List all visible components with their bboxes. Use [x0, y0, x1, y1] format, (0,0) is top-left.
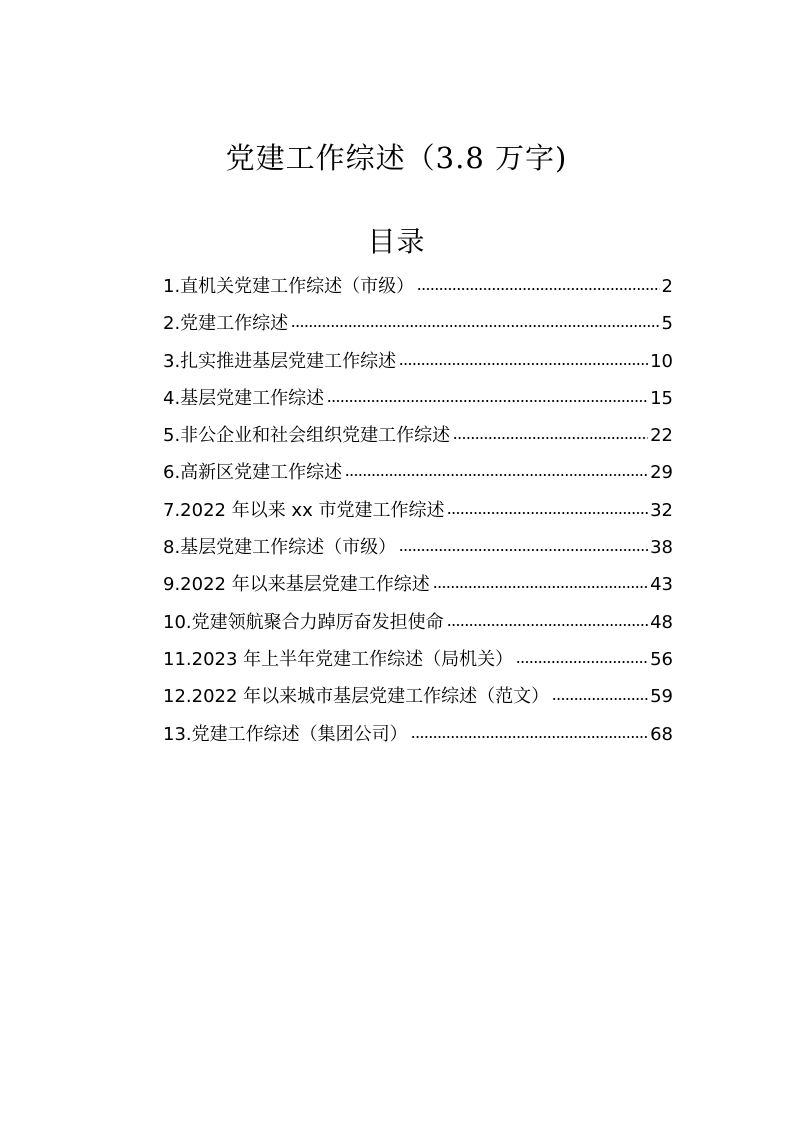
dot-leader: [411, 736, 648, 738]
toc-entry-2[interactable]: [163, 305, 673, 342]
toc-entry-page: 48: [650, 611, 673, 633]
toc-entry-title: 12.2022 年以来城市基层党建工作综述（范文）: [163, 686, 550, 708]
toc-entry-title: 13.党建工作综述（集团公司）: [163, 723, 408, 745]
toc-entry-page: 22: [650, 425, 673, 447]
toc-entry-3[interactable]: [163, 343, 673, 380]
toc-entry-4[interactable]: [163, 380, 673, 417]
toc-entry-page: 68: [650, 723, 673, 745]
toc-entry-page: 38: [650, 537, 673, 559]
dot-leader: [447, 624, 648, 626]
toc-entry-title: 10.党建领航聚合力踔厉奋发担使命: [163, 611, 444, 633]
dot-leader: [516, 661, 648, 663]
toc-entry-page: 32: [650, 499, 673, 521]
toc-entry-title: 5.非公企业和社会组织党建工作综述: [163, 425, 451, 447]
dot-leader: [447, 512, 648, 514]
toc-entry-page: 59: [650, 686, 673, 708]
toc-entry-7[interactable]: [163, 492, 673, 529]
toc-entry-title: 3.扎实推进基层党建工作综述: [163, 350, 397, 372]
toc-entry-page: 29: [650, 462, 673, 484]
dot-leader: [433, 586, 648, 588]
toc-entry-title: 2.党建工作综述: [163, 313, 289, 335]
toc-entry-5[interactable]: [163, 417, 673, 454]
dot-leader: [417, 288, 659, 290]
toc-entry-page: 2: [661, 276, 673, 297]
toc-entry-title: 11.2023 年上半年党建工作综述（局机关）: [163, 648, 514, 670]
dot-leader: [327, 400, 648, 402]
dot-leader: [399, 363, 648, 365]
toc-entry-title: 7.2022 年以来 xx 市党建工作综述: [163, 499, 445, 521]
toc-entry-page: 10: [650, 350, 673, 372]
toc-entry-page: 15: [650, 387, 673, 409]
toc-entry-10[interactable]: [163, 604, 673, 641]
toc-entry-6[interactable]: [163, 454, 673, 491]
toc-entry-13[interactable]: [163, 716, 673, 753]
toc-entry-title: 1.直机关党建工作综述（市级）: [163, 276, 415, 297]
table-of-contents: [163, 268, 673, 753]
toc-entry-8[interactable]: [163, 529, 673, 566]
toc-entry-title: 9.2022 年以来基层党建工作综述: [163, 574, 430, 596]
dot-leader: [552, 698, 648, 700]
toc-entry-9[interactable]: [163, 566, 673, 603]
dot-leader: [291, 325, 659, 327]
toc-entry-title: 8.基层党建工作综述（市级）: [163, 537, 397, 559]
toc-entry-page: 56: [650, 648, 673, 670]
toc-entry-page: 5: [661, 313, 673, 335]
toc-entry-12[interactable]: [163, 678, 673, 715]
toc-entry-title: 4.基层党建工作综述: [163, 387, 325, 409]
dot-leader: [345, 474, 648, 476]
dot-leader: [453, 437, 648, 439]
toc-entry-1[interactable]: [163, 268, 673, 305]
toc-entry-title: 6.高新区党建工作综述: [163, 462, 343, 484]
toc-heading: 目录: [367, 225, 426, 258]
dot-leader: [399, 549, 648, 551]
toc-entry-11[interactable]: [163, 641, 673, 678]
document-title: 党建工作综述（3.8 万字): [225, 141, 568, 175]
toc-entry-page: 43: [650, 574, 673, 596]
